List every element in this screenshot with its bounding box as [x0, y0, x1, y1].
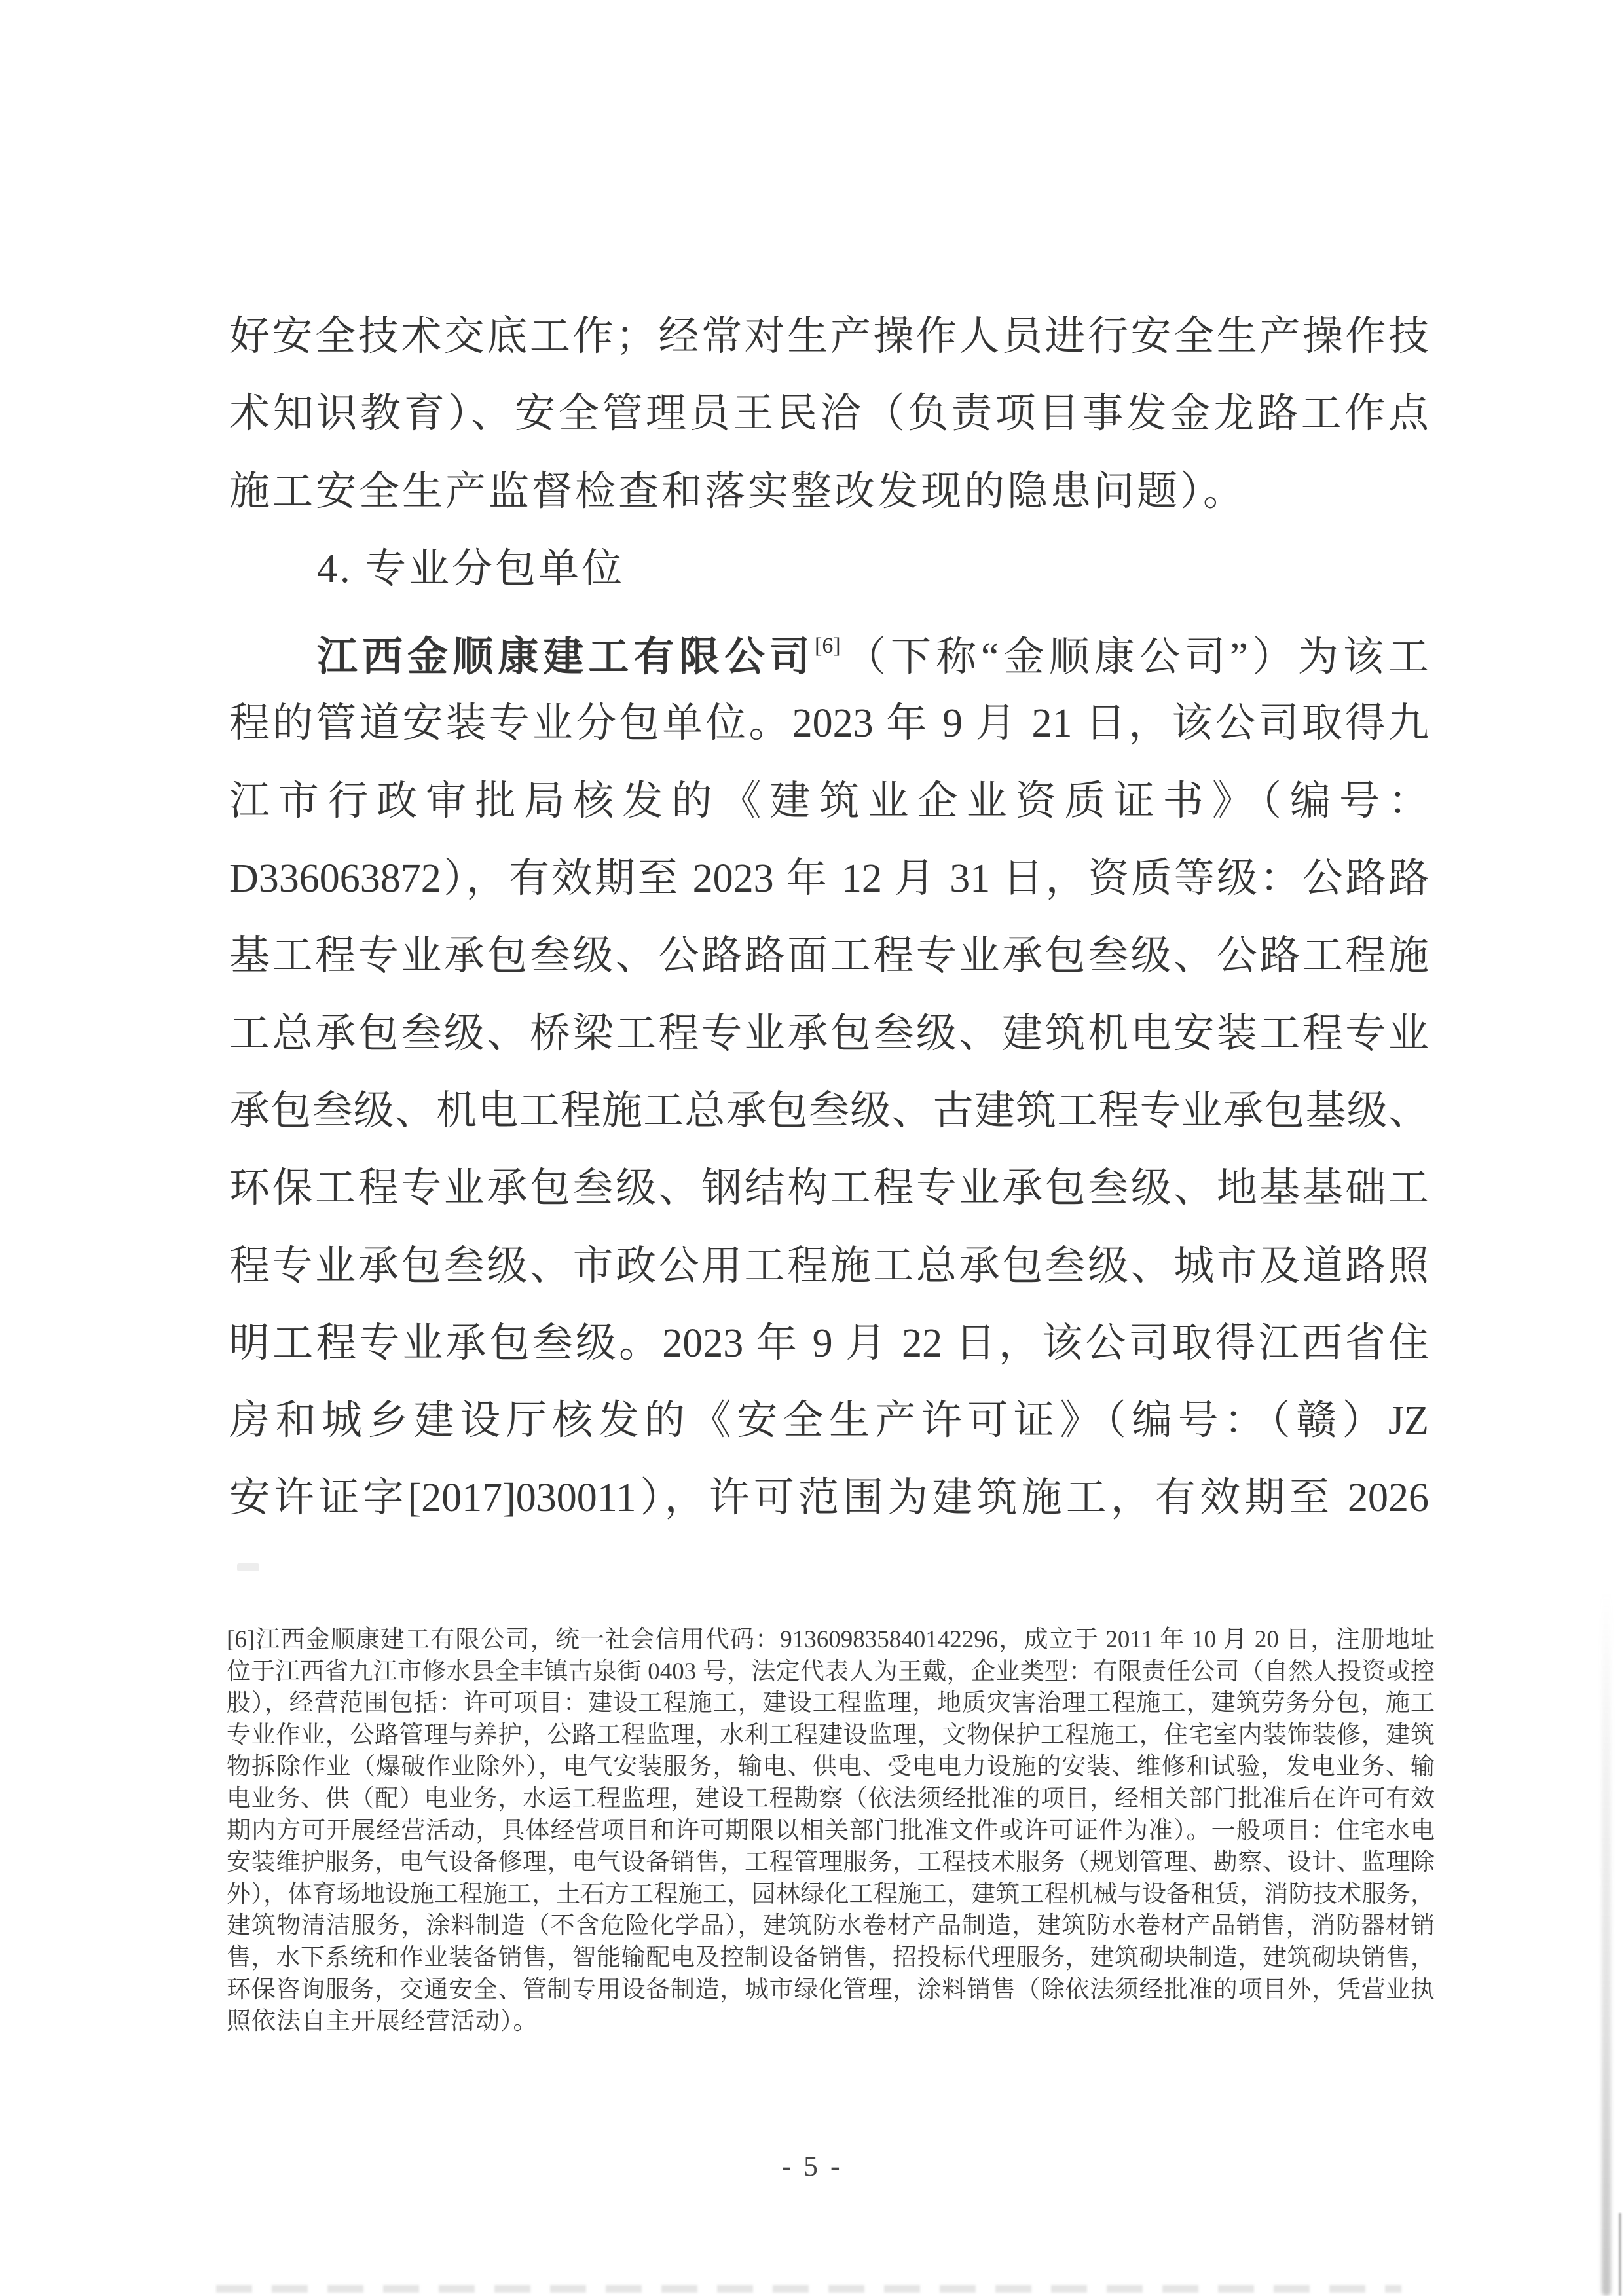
body-line-16: 安许证字[2017]030011），许可范围为建筑施工，有效期至 2026 — [229, 1476, 1429, 1521]
body-line-15: 房和城乡建设厅核发的《安全生产许可证》（编号：（赣）JZ — [229, 1398, 1429, 1444]
body-line-1: 好安全技术交底工作；经常对生产操作人员进行安全生产操作技 — [229, 314, 1429, 359]
bleedthrough-ghost-text — [216, 2285, 1401, 2293]
body-line-12: 环保工程专业承包叁级、钢结构工程专业承包叁级、地基基础工 — [229, 1166, 1429, 1211]
footnote-line-6: 电业务、供（配）电业务，水运工程监理，建设工程勘察（依法须经批准的项目，经相关部门批准后在许可有效 — [227, 1785, 1435, 1812]
body-line-13: 程专业承包叁级、市政公用工程施工总承包叁级、城市及道路照 — [229, 1243, 1429, 1288]
body-line-14: 明工程专业承包叁级。2023 年 9 月 22 日，该公司取得江西省住 — [229, 1321, 1429, 1366]
scan-edge-shadow — [1602, 1591, 1611, 2296]
footnote-line-3: 股），经营范围包括：许可项目：建设工程施工，建设工程监理，地质灾害治理工程施工，建筑劳务分包，施工 — [227, 1690, 1435, 1717]
body-line-10: 工总承包叁级、桥梁工程专业承包叁级、建筑机电安装工程专业 — [229, 1011, 1429, 1056]
body-line-7: 江市行政审批局核发的《建筑业企业资质证书》（编号： — [229, 778, 1429, 824]
footnote-separator-mark — [237, 1563, 259, 1571]
company-name-bold: 江西金顺康建工有限公司 — [317, 635, 815, 680]
footnote-line-7: 期内方可开展经营活动，具体经营项目和许可期限以相关部门批准文件或许可证件为准）。一般项目：住宅水电 — [227, 1817, 1435, 1844]
footnote-line-11: 售，水下系统和作业装备销售，智能输配电及控制设备销售，招投标代理服务，建筑砌块制造，建筑砌块销售， — [227, 1944, 1435, 1971]
footnote-line-8: 安装维护服务，电气设备修理，电气设备销售，工程管理服务，工程技术服务（规划管理、勘察、设计、监理除 — [227, 1849, 1435, 1876]
section-heading: 4. 专业分包单位 — [317, 546, 625, 591]
body-line-8: D336063872），有效期至 2023 年 12 月 31 日，资质等级：公路路 — [229, 856, 1429, 902]
footnote-line-9: 外），体育场地设施工程施工，土石方工程施工，园林绿化工程施工，建筑工程机械与设备租赁，消防技术服务， — [227, 1880, 1435, 1908]
page-number: - 5 - — [781, 2150, 843, 2182]
body-line-6: 程的管道安装专业分包单位。2023 年 9 月 21 日，该公司取得九 — [229, 701, 1429, 746]
body-line-2: 术知识教育）、安全管理员王民洽（负责项目事发金龙路工作点 — [229, 392, 1429, 437]
footnote-line-12: 环保咨询服务，交通安全、管制专用设备制造，城市绿化管理，涂料销售（除依法须经批准的项目外，凭营业执 — [227, 1976, 1435, 2003]
body-line-9: 基工程专业承包叁级、公路路面工程专业承包叁级、公路工程施 — [229, 934, 1429, 979]
footnote-line-4: 专业作业，公路管理与养护，公路工程监理，水利工程建设监理，文物保护工程施工，住宅室内装饰装修，建筑 — [227, 1721, 1435, 1749]
body-line-11: 承包叁级、机电工程施工总承包叁级、古建筑工程专业承包基级、 — [229, 1088, 1429, 1133]
body-line-5-rest: （下称“金顺康公司”）为该工 — [840, 635, 1429, 680]
body-text-block — [229, 298, 1429, 1537]
footnote-line-1: [6]江西金顺康建工有限公司，统一社会信用代码：913609835840142296，成立于 2011 年 10 月 20 日，注册地址 — [227, 1626, 1435, 1653]
footnote-block — [227, 1624, 1435, 2038]
footnote-line-10: 建筑物清洁服务，涂料制造（不含危险化学品），建筑防水卷材产品制造，建筑防水卷材产品销售，消防器材销 — [227, 1912, 1435, 1940]
footnote-line-5: 物拆除作业（爆破作业除外），电气安装服务，输电、供电、受电电力设施的安装、维修和试验，发电业务、输 — [227, 1753, 1435, 1781]
body-line-5 — [229, 608, 1429, 685]
footnote-ref-superscript: [6] — [815, 634, 841, 659]
body-line-3: 施工安全生产监督检查和落实整改发现的隐患问题）。 — [229, 469, 1247, 514]
footnote-line-2: 位于江西省九江市修水县全丰镇古泉街 0403 号，法定代表人为王戴，企业类型：有限责任公司（自然人投资或控 — [227, 1658, 1435, 1685]
scan-edge-line — [1619, 2213, 1621, 2296]
footnote-line-13: 照依法自主开展经营活动）。 — [227, 2008, 538, 2035]
